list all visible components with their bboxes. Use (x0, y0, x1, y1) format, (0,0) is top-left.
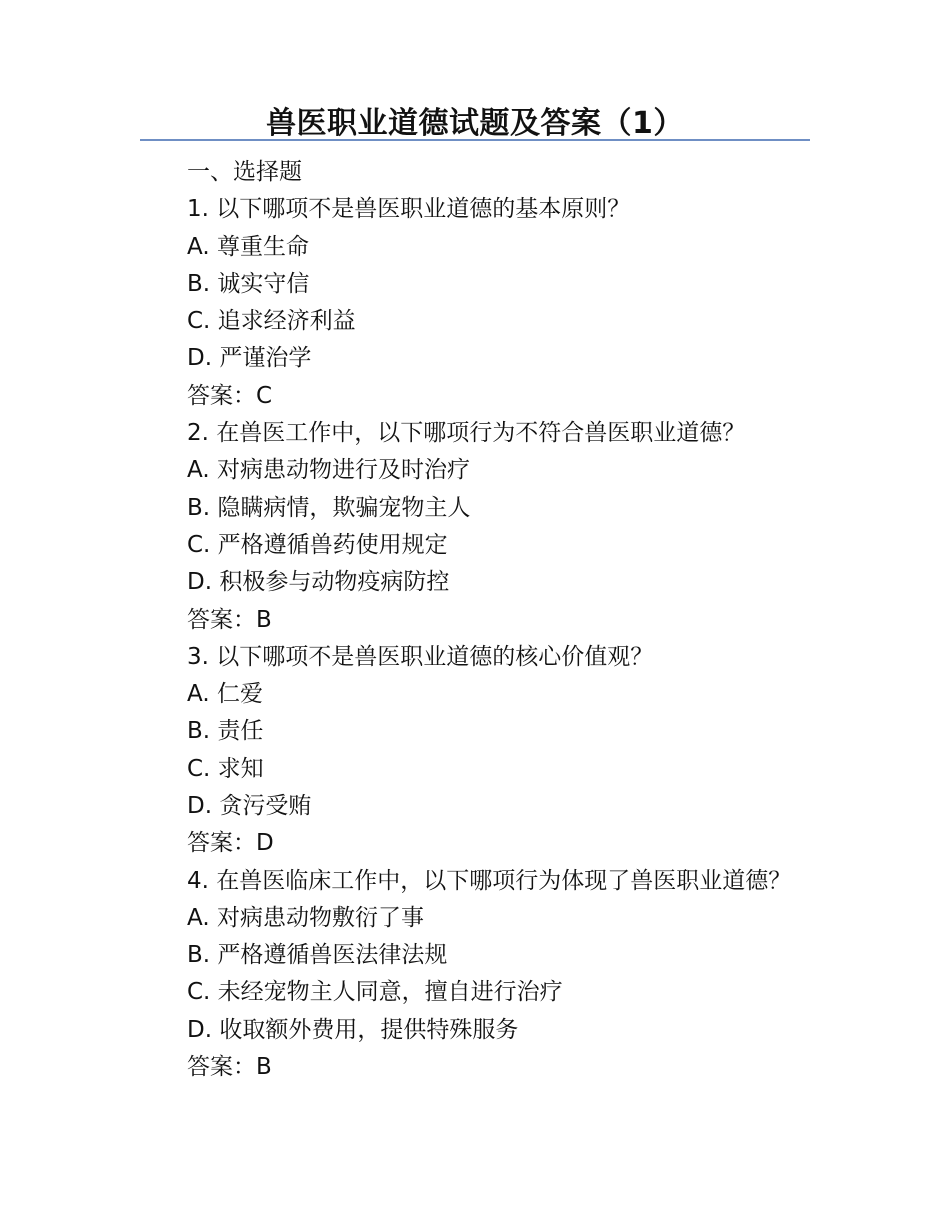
document-title: 兽医职业道德试题及答案（1） (266, 106, 684, 141)
question-4-answer: 答案：B (187, 1053, 272, 1080)
question-1-option-d: D. 严谨治学 (187, 345, 312, 372)
question-2-option-d: D. 积极参与动物疫病防控 (187, 569, 450, 596)
question-3-option-c: C. 求知 (187, 755, 264, 782)
question-3-option-a: A. 仁爱 (187, 681, 263, 708)
question-1-option-a: A. 尊重生命 (187, 233, 309, 260)
question-1: 1. 以下哪项不是兽医职业道德的基本原则？ (187, 196, 631, 223)
question-1-answer: 答案：C (187, 382, 273, 409)
question-2-option-a: A. 对病患动物进行及时治疗 (187, 457, 470, 484)
question-3-option-b: B. 责任 (187, 718, 264, 745)
question-4: 4. 在兽医临床工作中，以下哪项行为体现了兽医职业道德？ (187, 867, 792, 894)
section-heading: 一、选择题 (187, 159, 302, 185)
question-2: 2. 在兽医工作中，以下哪项行为不符合兽医职业道德？ (187, 420, 746, 447)
question-4-option-a: A. 对病患动物敷衍了事 (187, 904, 424, 931)
question-1-option-b: B. 诚实守信 (187, 270, 310, 297)
question-1-option-c: C. 追求经济利益 (187, 308, 356, 335)
question-2-answer: 答案：B (187, 606, 272, 633)
title-underline (140, 139, 810, 141)
question-4-option-d: D. 收取额外费用，提供特殊服务 (187, 1016, 519, 1043)
question-2-option-b: B. 隐瞒病情，欺骗宠物主人 (187, 494, 471, 521)
question-4-option-c: C. 未经宠物主人同意，擅自进行治疗 (187, 979, 563, 1006)
question-2-option-c: C. 严格遵循兽药使用规定 (187, 531, 448, 558)
question-3-option-d: D. 贪污受贿 (187, 793, 312, 820)
question-4-option-b: B. 严格遵循兽医法律法规 (187, 941, 448, 968)
question-3: 3. 以下哪项不是兽医职业道德的核心价值观？ (187, 643, 654, 670)
question-3-answer: 答案：D (187, 830, 274, 857)
question-list (140, 154, 810, 1086)
